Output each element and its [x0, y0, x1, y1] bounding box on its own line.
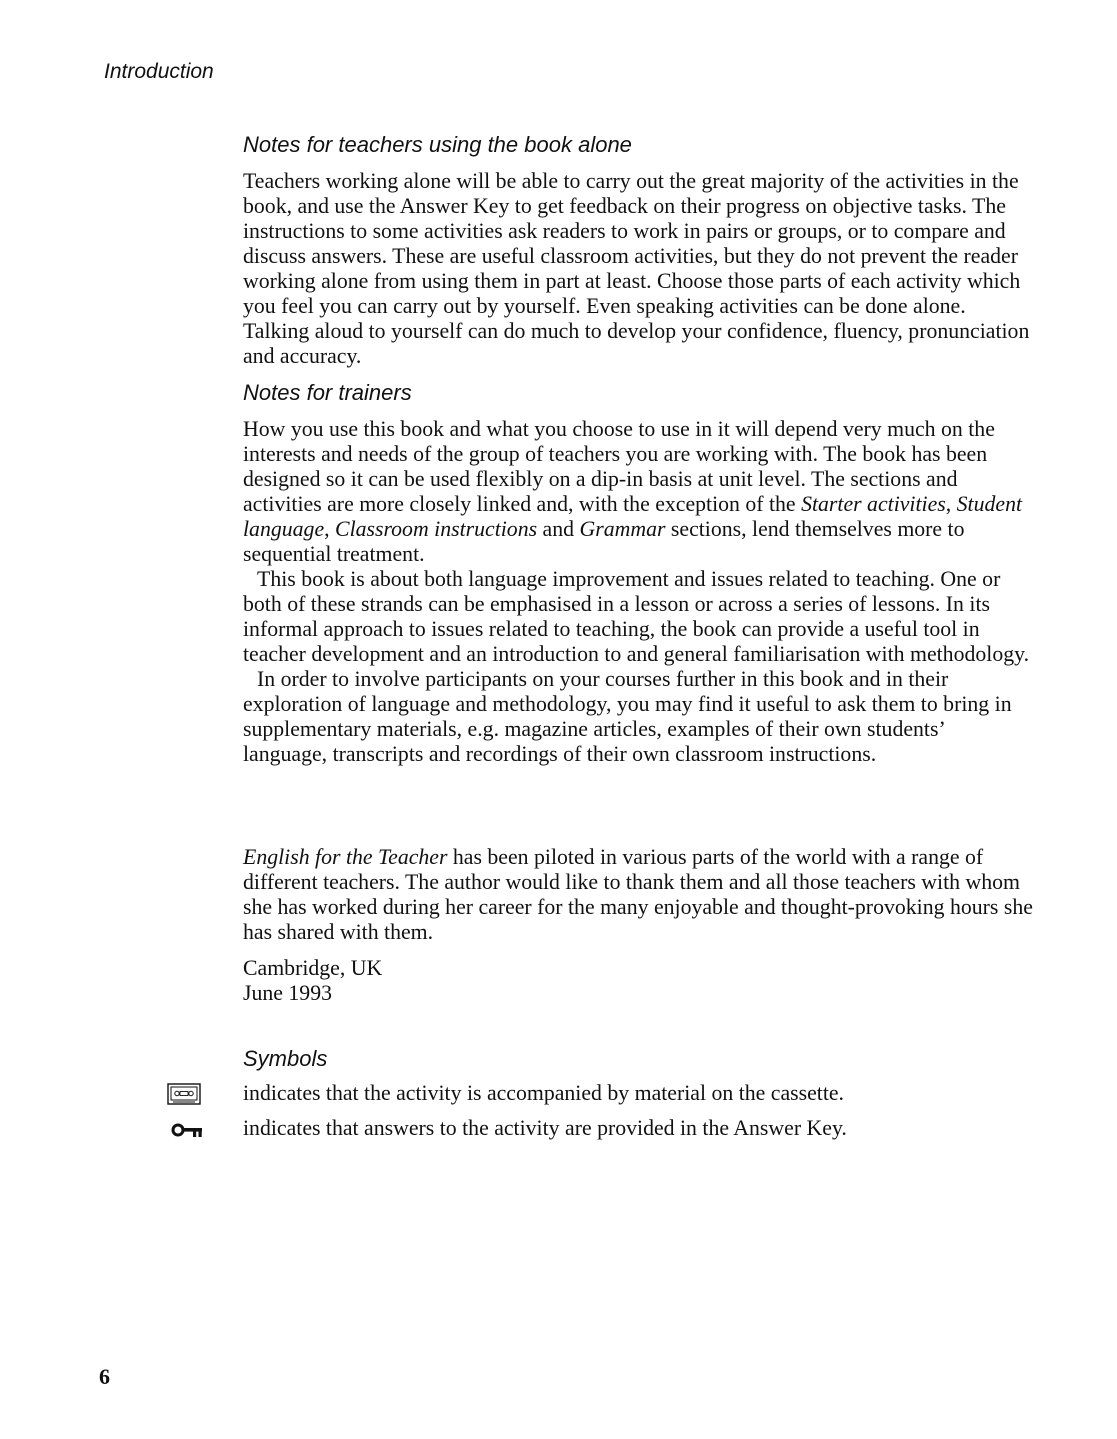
text-run: ,	[324, 517, 336, 541]
heading-symbols: Symbols	[243, 1046, 328, 1071]
signoff-place: Cambridge, UK	[243, 956, 383, 980]
symbol-row-cassette	[243, 1081, 1033, 1106]
paragraph-teachers-alone: Teachers working alone will be able to carry out the great majority of the activities in the book, and use the Answer Key to get feedback on their progress on objective tasks. The instructions to some activities ask readers to work in pairs or groups, or to compare and discuss answers. These are useful classroom activities, but they do not prevent the reader working alone from using them in part at least. Choose those parts of each activity which you feel you can carry out by yourself. Even speaking activities can be done alone. Talking aloud to yourself can do much to develop your confidence, fluency, pronunciation and accuracy.	[243, 169, 1030, 368]
text-run: has been piloted in various parts of the world with a range of different teachers. The author would like to thank them and all those teachers with whom she has worked during her career for the many enjoyable and thought-provoking hours she has shared with them.	[243, 845, 1033, 944]
italic-term: Grammar	[579, 517, 666, 541]
heading-trainers: Notes for trainers	[243, 380, 412, 405]
page-number: 6	[99, 1364, 110, 1389]
main-content	[243, 132, 1033, 1141]
heading-teachers-alone: Notes for teachers using the book alone	[243, 132, 632, 157]
paragraph-acknowledgement	[243, 845, 1033, 945]
running-head: Introduction	[104, 60, 214, 83]
text-run: ,	[945, 492, 957, 516]
italic-term: Classroom instructions	[335, 517, 538, 541]
text-run: and	[537, 517, 580, 541]
paragraph-trainers-3: In order to involve participants on your courses further in this book and in their exploration of language and methodology, you may find it useful to ask them to bring in supplementary materials, e.g. magazine articles, examples of their own students’ language, transcripts and recordings of their own classroom instructions.	[243, 667, 1012, 766]
text-run: How you use this book and what you choose to use in it will depend very much on the interests and needs of the group of teachers you are working with. The book has been designed so it can be used flexibly on a dip-in basis at unit level. The sections and activities are more closely linked and, with the exception of the	[243, 417, 995, 516]
book-title: English for the Teacher	[243, 845, 448, 869]
italic-term: Starter activities	[801, 492, 946, 516]
symbol-description-cassette: indicates that the activity is accompanied by material on the cassette.	[243, 1081, 845, 1105]
cassette-icon	[167, 1083, 201, 1110]
italic-term: Student language	[243, 492, 1023, 541]
signoff-date: June 1993	[243, 981, 332, 1005]
paragraph-trainers-1	[243, 417, 1033, 567]
paragraph-trainers-2: This book is about both language improvement and issues related to teaching. One or both of these strands can be emphasised in a lesson or across a series of lessons. In its informal approach to issues related to teaching, the book can provide a useful tool in teacher development and an introduction to and general familiarisation with methodology.	[243, 567, 1030, 666]
key-icon	[171, 1120, 205, 1145]
text-run: sections, lend themselves more to sequential treatment.	[243, 517, 965, 566]
symbol-row-key	[243, 1116, 1033, 1141]
symbol-description-key: indicates that answers to the activity are provided in the Answer Key.	[243, 1116, 847, 1140]
